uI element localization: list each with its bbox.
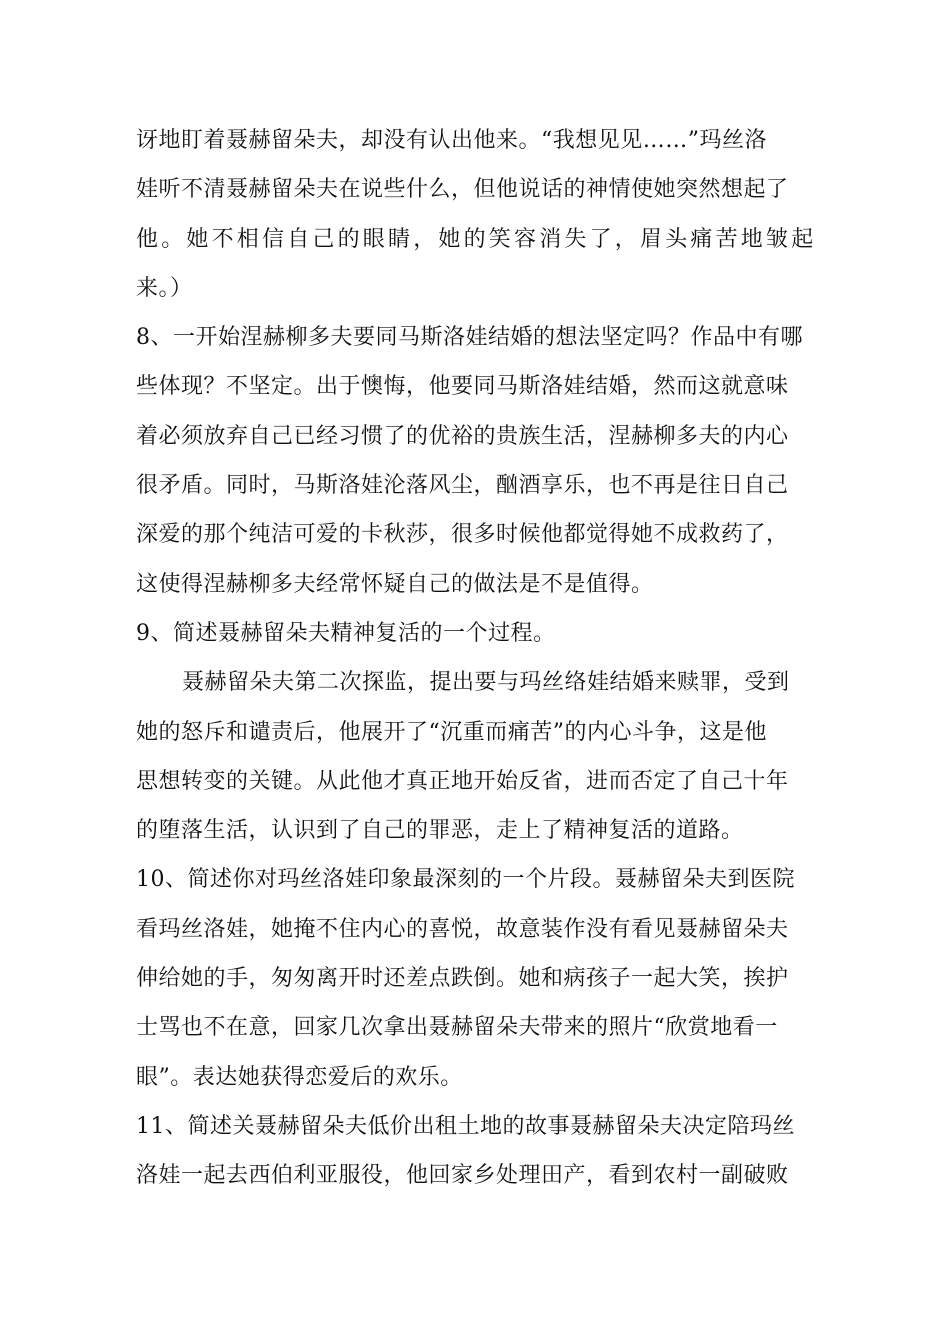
text-line: 的堕落生活，认识到了自己的罪恶，走上了精神复活的道路。 xyxy=(136,818,744,844)
text-line: 眼”。表达她获得恋爱后的欢乐。 xyxy=(136,1064,463,1090)
text-line: 士骂也不在意，回家几次拿出聂赫留朵夫带来的照片“欣赏地看一 xyxy=(136,1015,778,1041)
question-10-heading: 10、简述你对玛丝洛娃印象最深刻的一个片段。聂赫留朵夫到医院 xyxy=(136,867,795,893)
question-8-heading: 8、一开始涅赫柳多夫要同马斯洛娃结婚的想法坚定吗？作品中有哪 xyxy=(136,325,803,351)
text-line: 看玛丝洛娃，她掩不住内心的喜悦，故意装作没有看见聂赫留朵夫 xyxy=(136,916,789,942)
text-line: 些体现？不坚定。出于懊悔，他要同马斯洛娃结婚，然而这就意味 xyxy=(136,374,789,400)
text-line: 讶地盯着聂赫留朵夫，却没有认出他来。“我想见见……”玛丝洛 xyxy=(136,128,767,153)
question-9-heading: 9、简述聂赫留朵夫精神复活的一个过程。 xyxy=(136,620,556,646)
text-line: 这使得涅赫柳多夫经常怀疑自己的做法是不是值得。 xyxy=(136,571,654,597)
text-line: 洛娃一起去西伯利亚服役，他回家乡处理田产，看到农村一副破败 xyxy=(136,1163,789,1189)
body-text xyxy=(136,116,816,1201)
text-line: 他。她不相信自己的眼睛，她的笑容消失了，眉头痛苦地皱起 xyxy=(136,226,817,252)
text-line: 她的怒斥和谴责后，他展开了“沉重而痛苦”的内心斗争，这是他 xyxy=(136,719,767,745)
text-line: 思想转变的关键。从此他才真正地开始反省，进而否定了自己十年 xyxy=(136,768,789,794)
text-line: 来。） xyxy=(136,275,193,301)
text-line: 很矛盾。同时，马斯洛娃沦落风尘，酗酒享乐，也不再是往日自己 xyxy=(136,473,789,499)
question-11-heading: 11、简述关聂赫留朵夫低价出租土地的故事聂赫留朵夫决定陪玛丝 xyxy=(136,1113,795,1139)
text-line: 深爱的那个纯洁可爱的卡秋莎，很多时候他都觉得她不成救药了， xyxy=(136,522,789,548)
text-line: 娃听不清聂赫留朵夫在说些什么，但他说话的神情使她突然想起了 xyxy=(136,177,789,203)
text-line: 伸给她的手，匆匆离开时还差点跌倒。她和病孩子一起大笑，挨护 xyxy=(136,966,789,992)
paragraph-first-line: 聂赫留朵夫第二次探监，提出要与玛丝络娃结婚来赎罪，受到 xyxy=(182,670,790,696)
text-line: 着必须放弃自己已经习惯了的优裕的贵族生活，涅赫柳多夫的内心 xyxy=(136,423,789,449)
